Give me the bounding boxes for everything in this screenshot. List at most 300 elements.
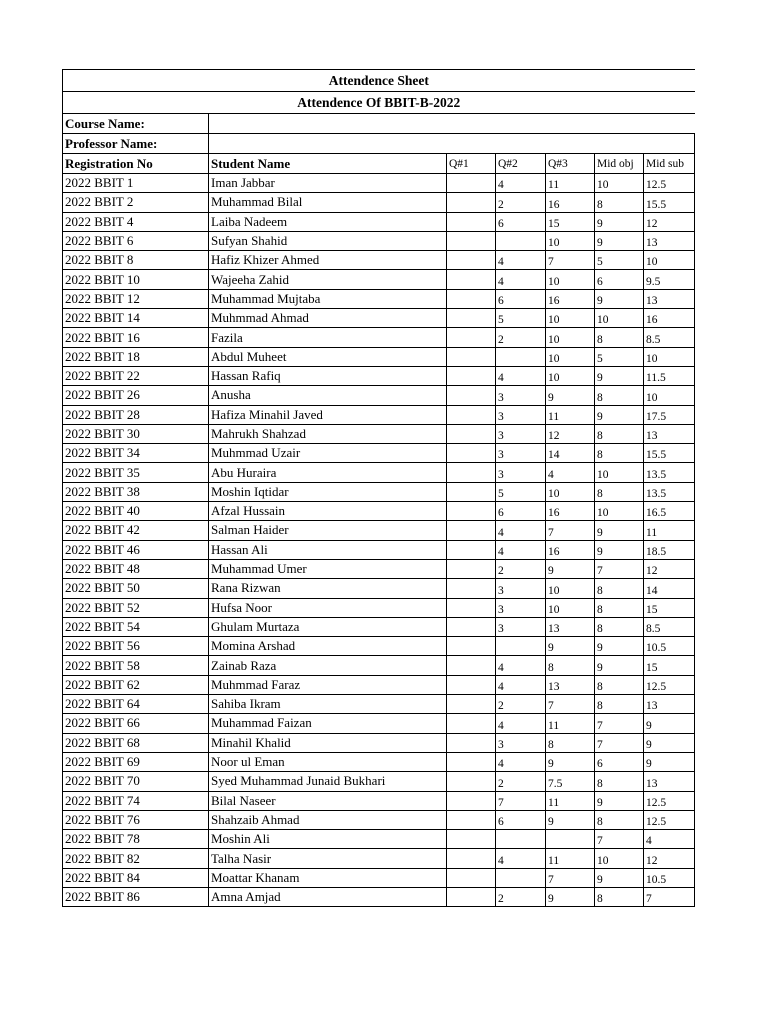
table-row (63, 617, 695, 636)
table-row (63, 444, 695, 463)
mid-obj-cell: 9 (595, 868, 644, 887)
registration-no-cell: 2022 BBIT 50 (63, 579, 209, 598)
sheet-title: Attendence Sheet (63, 70, 695, 92)
registration-no-cell: 2022 BBIT 14 (63, 309, 209, 328)
mid-sub-cell: 10 (644, 251, 695, 270)
mid-sub-cell: 15.5 (644, 193, 695, 212)
q2-cell: 6 (496, 212, 546, 231)
q3-cell: 7 (546, 251, 595, 270)
mid-sub-cell: 9 (644, 733, 695, 752)
mid-obj-cell: 10 (595, 502, 644, 521)
mid-obj-cell: 8 (595, 482, 644, 501)
mid-obj-cell: 10 (595, 174, 644, 193)
mid-obj-cell: 8 (595, 386, 644, 405)
q2-cell: 4 (496, 251, 546, 270)
table-row (63, 347, 695, 366)
mid-sub-cell: 7 (644, 887, 695, 906)
q2-cell: 6 (496, 810, 546, 829)
q3-cell: 10 (546, 366, 595, 385)
student-name-cell: Hufsa Noor (209, 598, 447, 617)
q1-cell (447, 714, 496, 733)
table-row (63, 540, 695, 559)
registration-no-cell: 2022 BBIT 76 (63, 810, 209, 829)
q3-cell: 16 (546, 289, 595, 308)
registration-no-cell: 2022 BBIT 16 (63, 328, 209, 347)
registration-no-cell: 2022 BBIT 86 (63, 887, 209, 906)
q2-cell: 3 (496, 444, 546, 463)
mid-obj-cell: 9 (595, 521, 644, 540)
table-row (63, 887, 695, 906)
q1-cell (447, 347, 496, 366)
student-name-cell: Moshin Iqtidar (209, 482, 447, 501)
mid-obj-cell: 7 (595, 714, 644, 733)
q3-cell: 16 (546, 502, 595, 521)
student-name-cell: Muhmmad Faraz (209, 675, 447, 694)
mid-sub-cell: 9.5 (644, 270, 695, 289)
registration-no-cell: 2022 BBIT 46 (63, 540, 209, 559)
table-row (63, 212, 695, 231)
table-row (63, 502, 695, 521)
mid-obj-cell: 9 (595, 231, 644, 250)
registration-no-cell: 2022 BBIT 30 (63, 424, 209, 443)
table-row (63, 289, 695, 308)
mid-sub-cell: 12.5 (644, 810, 695, 829)
q2-cell (496, 868, 546, 887)
q3-cell: 8 (546, 656, 595, 675)
q1-cell (447, 791, 496, 810)
mid-obj-cell: 8 (595, 675, 644, 694)
q1-cell (447, 617, 496, 636)
student-name-cell: Shahzaib Ahmad (209, 810, 447, 829)
mid-sub-cell: 13 (644, 289, 695, 308)
table-row (63, 386, 695, 405)
q1-cell (447, 444, 496, 463)
mid-sub-cell: 18.5 (644, 540, 695, 559)
mid-obj-cell: 8 (595, 617, 644, 636)
mid-obj-cell: 9 (595, 637, 644, 656)
student-name-cell: Rana Rizwan (209, 579, 447, 598)
q3-cell: 10 (546, 328, 595, 347)
q3-cell: 16 (546, 540, 595, 559)
mid-sub-cell: 16 (644, 309, 695, 328)
student-name-cell: Moshin Ali (209, 830, 447, 849)
registration-no-cell: 2022 BBIT 68 (63, 733, 209, 752)
mid-sub-cell: 12.5 (644, 791, 695, 810)
q3-cell: 10 (546, 347, 595, 366)
q3-cell: 11 (546, 714, 595, 733)
student-name-cell: Sahiba Ikram (209, 695, 447, 714)
mid-obj-cell: 7 (595, 559, 644, 578)
registration-no-cell: 2022 BBIT 26 (63, 386, 209, 405)
q1-cell (447, 695, 496, 714)
header-q1: Q#1 (447, 154, 496, 174)
q3-cell: 14 (546, 444, 595, 463)
header-q3: Q#3 (546, 154, 595, 174)
q2-cell (496, 347, 546, 366)
q1-cell (447, 656, 496, 675)
student-name-cell: Minahil Khalid (209, 733, 447, 752)
q3-cell: 9 (546, 559, 595, 578)
q3-cell: 7 (546, 521, 595, 540)
header-mid-sub: Mid sub (644, 154, 695, 174)
table-row (63, 772, 695, 791)
q1-cell (447, 849, 496, 868)
table-row (63, 174, 695, 193)
mid-sub-cell: 10.5 (644, 637, 695, 656)
registration-no-cell: 2022 BBIT 6 (63, 231, 209, 250)
q1-cell (447, 559, 496, 578)
student-name-cell: Afzal Hussain (209, 502, 447, 521)
mid-sub-cell: 13 (644, 424, 695, 443)
q1-cell (447, 424, 496, 443)
q2-cell: 3 (496, 617, 546, 636)
student-name-cell: Muhammad Bilal (209, 193, 447, 212)
q3-cell: 10 (546, 231, 595, 250)
mid-obj-cell: 8 (595, 810, 644, 829)
registration-no-cell: 2022 BBIT 4 (63, 212, 209, 231)
q2-cell: 2 (496, 695, 546, 714)
student-name-cell: Fazila (209, 328, 447, 347)
q2-cell: 3 (496, 579, 546, 598)
registration-no-cell: 2022 BBIT 12 (63, 289, 209, 308)
registration-no-cell: 2022 BBIT 56 (63, 637, 209, 656)
mid-sub-cell: 12 (644, 212, 695, 231)
table-row (63, 559, 695, 578)
registration-no-cell: 2022 BBIT 74 (63, 791, 209, 810)
mid-sub-cell: 14 (644, 579, 695, 598)
mid-sub-cell: 11 (644, 521, 695, 540)
mid-sub-cell: 9 (644, 752, 695, 771)
mid-obj-cell: 7 (595, 830, 644, 849)
mid-sub-cell: 15.5 (644, 444, 695, 463)
registration-no-cell: 2022 BBIT 42 (63, 521, 209, 540)
mid-obj-cell: 9 (595, 791, 644, 810)
mid-obj-cell: 9 (595, 212, 644, 231)
q1-cell (447, 772, 496, 791)
q1-cell (447, 251, 496, 270)
table-row (63, 868, 695, 887)
q1-cell (447, 212, 496, 231)
q2-cell: 2 (496, 772, 546, 791)
mid-sub-cell: 15 (644, 656, 695, 675)
table-row (63, 598, 695, 617)
q1-cell (447, 174, 496, 193)
header-row (63, 154, 695, 174)
q1-cell (447, 752, 496, 771)
q1-cell (447, 810, 496, 829)
q3-cell: 10 (546, 309, 595, 328)
registration-no-cell: 2022 BBIT 78 (63, 830, 209, 849)
q3-cell: 9 (546, 752, 595, 771)
table-row (63, 810, 695, 829)
q1-cell (447, 309, 496, 328)
registration-no-cell: 2022 BBIT 82 (63, 849, 209, 868)
registration-no-cell: 2022 BBIT 69 (63, 752, 209, 771)
q3-cell: 10 (546, 598, 595, 617)
q3-cell: 10 (546, 270, 595, 289)
student-name-cell: Amna Amjad (209, 887, 447, 906)
professor-name-value[interactable] (209, 134, 695, 154)
table-row (63, 579, 695, 598)
student-name-cell: Hafiza Minahil Javed (209, 405, 447, 424)
q3-cell: 11 (546, 174, 595, 193)
registration-no-cell: 2022 BBIT 54 (63, 617, 209, 636)
q3-cell: 11 (546, 405, 595, 424)
table-row (63, 675, 695, 694)
q2-cell: 3 (496, 424, 546, 443)
course-name-label: Course Name: (63, 114, 209, 134)
q1-cell (447, 579, 496, 598)
student-name-cell: Hafiz Khizer Ahmed (209, 251, 447, 270)
q3-cell: 9 (546, 637, 595, 656)
mid-obj-cell: 6 (595, 270, 644, 289)
q1-cell (447, 231, 496, 250)
mid-sub-cell: 13.5 (644, 463, 695, 482)
student-name-cell: Hassan Ali (209, 540, 447, 559)
registration-no-cell: 2022 BBIT 66 (63, 714, 209, 733)
student-name-cell: Iman Jabbar (209, 174, 447, 193)
q3-cell: 8 (546, 733, 595, 752)
mid-sub-cell: 17.5 (644, 405, 695, 424)
q1-cell (447, 868, 496, 887)
mid-sub-cell: 13 (644, 231, 695, 250)
mid-obj-cell: 8 (595, 193, 644, 212)
student-name-cell: Wajeeha Zahid (209, 270, 447, 289)
header-q2: Q#2 (496, 154, 546, 174)
registration-no-cell: 2022 BBIT 35 (63, 463, 209, 482)
table-row (63, 424, 695, 443)
registration-no-cell: 2022 BBIT 22 (63, 366, 209, 385)
student-name-cell: Ghulam Murtaza (209, 617, 447, 636)
table-row (63, 637, 695, 656)
q1-cell (447, 733, 496, 752)
mid-obj-cell: 5 (595, 251, 644, 270)
q1-cell (447, 521, 496, 540)
registration-no-cell: 2022 BBIT 52 (63, 598, 209, 617)
table-row (63, 752, 695, 771)
q2-cell: 6 (496, 289, 546, 308)
mid-sub-cell: 13 (644, 772, 695, 791)
student-name-cell: Moattar Khanam (209, 868, 447, 887)
q2-cell (496, 830, 546, 849)
q1-cell (447, 887, 496, 906)
mid-obj-cell: 10 (595, 849, 644, 868)
student-name-cell: Talha Nasir (209, 849, 447, 868)
table-row (63, 791, 695, 810)
q2-cell: 2 (496, 328, 546, 347)
q3-cell: 9 (546, 810, 595, 829)
student-name-cell: Laiba Nadeem (209, 212, 447, 231)
q1-cell (447, 540, 496, 559)
q2-cell: 4 (496, 656, 546, 675)
registration-no-cell: 2022 BBIT 8 (63, 251, 209, 270)
q1-cell (447, 482, 496, 501)
q2-cell: 4 (496, 714, 546, 733)
q1-cell (447, 830, 496, 849)
registration-no-cell: 2022 BBIT 18 (63, 347, 209, 366)
mid-obj-cell: 8 (595, 424, 644, 443)
mid-sub-cell: 12 (644, 849, 695, 868)
q2-cell: 4 (496, 540, 546, 559)
mid-obj-cell: 6 (595, 752, 644, 771)
q3-cell: 11 (546, 849, 595, 868)
q3-cell: 10 (546, 482, 595, 501)
professor-name-label: Professor Name: (63, 134, 209, 154)
mid-sub-cell: 15 (644, 598, 695, 617)
header-mid-obj: Mid obj (595, 154, 644, 174)
student-name-cell: Muhmmad Ahmad (209, 309, 447, 328)
mid-obj-cell: 8 (595, 695, 644, 714)
mid-obj-cell: 8 (595, 772, 644, 791)
q2-cell: 4 (496, 174, 546, 193)
q3-cell: 7 (546, 868, 595, 887)
student-name-cell: Anusha (209, 386, 447, 405)
mid-sub-cell: 11.5 (644, 366, 695, 385)
registration-no-cell: 2022 BBIT 34 (63, 444, 209, 463)
student-name-cell: Hassan Rafiq (209, 366, 447, 385)
mid-sub-cell: 13.5 (644, 482, 695, 501)
q2-cell: 3 (496, 405, 546, 424)
student-name-cell: Noor ul Eman (209, 752, 447, 771)
student-name-cell: Abdul Muheet (209, 347, 447, 366)
table-row (63, 193, 695, 212)
q1-cell (447, 502, 496, 521)
header-registration-no: Registration No (63, 154, 209, 174)
q2-cell: 4 (496, 366, 546, 385)
registration-no-cell: 2022 BBIT 64 (63, 695, 209, 714)
table-row (63, 231, 695, 250)
q3-cell: 7.5 (546, 772, 595, 791)
q1-cell (447, 463, 496, 482)
student-name-cell: Abu Huraira (209, 463, 447, 482)
table-row (63, 251, 695, 270)
q1-cell (447, 289, 496, 308)
q2-cell: 3 (496, 733, 546, 752)
mid-obj-cell: 5 (595, 347, 644, 366)
table-row (63, 733, 695, 752)
table-row (63, 656, 695, 675)
q3-cell: 16 (546, 193, 595, 212)
q2-cell: 3 (496, 463, 546, 482)
attendance-table (62, 69, 695, 907)
table-row (63, 463, 695, 482)
q2-cell: 2 (496, 559, 546, 578)
mid-obj-cell: 8 (595, 444, 644, 463)
table-row (63, 830, 695, 849)
student-name-cell: Muhammad Faizan (209, 714, 447, 733)
mid-obj-cell: 10 (595, 309, 644, 328)
mid-sub-cell: 13 (644, 695, 695, 714)
q1-cell (447, 193, 496, 212)
course-name-value[interactable] (209, 114, 695, 134)
mid-obj-cell: 10 (595, 463, 644, 482)
q3-cell (546, 830, 595, 849)
q2-cell: 6 (496, 502, 546, 521)
q2-cell: 5 (496, 482, 546, 501)
q2-cell: 4 (496, 675, 546, 694)
mid-sub-cell: 8.5 (644, 617, 695, 636)
table-row (63, 270, 695, 289)
q2-cell: 3 (496, 598, 546, 617)
q2-cell: 3 (496, 386, 546, 405)
q2-cell (496, 637, 546, 656)
mid-obj-cell: 8 (595, 887, 644, 906)
student-name-cell: Momina Arshad (209, 637, 447, 656)
q1-cell (447, 637, 496, 656)
mid-sub-cell: 12.5 (644, 675, 695, 694)
student-name-cell: Muhmmad Uzair (209, 444, 447, 463)
q3-cell: 9 (546, 887, 595, 906)
q1-cell (447, 366, 496, 385)
q2-cell: 2 (496, 887, 546, 906)
student-name-cell: Sufyan Shahid (209, 231, 447, 250)
q3-cell: 9 (546, 386, 595, 405)
table-row (63, 521, 695, 540)
registration-no-cell: 2022 BBIT 58 (63, 656, 209, 675)
registration-no-cell: 2022 BBIT 38 (63, 482, 209, 501)
mid-sub-cell: 4 (644, 830, 695, 849)
mid-sub-cell: 12.5 (644, 174, 695, 193)
mid-obj-cell: 8 (595, 579, 644, 598)
q3-cell: 4 (546, 463, 595, 482)
registration-no-cell: 2022 BBIT 2 (63, 193, 209, 212)
q2-cell: 4 (496, 752, 546, 771)
q3-cell: 15 (546, 212, 595, 231)
sheet-subtitle: Attendence Of BBIT-B-2022 (63, 92, 695, 114)
student-name-cell: Zainab Raza (209, 656, 447, 675)
student-name-cell: Salman Haider (209, 521, 447, 540)
mid-obj-cell: 9 (595, 656, 644, 675)
table-row (63, 849, 695, 868)
table-row (63, 482, 695, 501)
q3-cell: 7 (546, 695, 595, 714)
table-row (63, 366, 695, 385)
q1-cell (447, 386, 496, 405)
registration-no-cell: 2022 BBIT 48 (63, 559, 209, 578)
q3-cell: 12 (546, 424, 595, 443)
q3-cell: 11 (546, 791, 595, 810)
mid-sub-cell: 16.5 (644, 502, 695, 521)
registration-no-cell: 2022 BBIT 62 (63, 675, 209, 694)
table-row (63, 714, 695, 733)
q1-cell (447, 328, 496, 347)
registration-no-cell: 2022 BBIT 1 (63, 174, 209, 193)
table-row (63, 328, 695, 347)
mid-sub-cell: 10 (644, 386, 695, 405)
mid-obj-cell: 8 (595, 598, 644, 617)
table-row (63, 695, 695, 714)
student-name-cell: Mahrukh Shahzad (209, 424, 447, 443)
q2-cell (496, 231, 546, 250)
q2-cell: 4 (496, 521, 546, 540)
registration-no-cell: 2022 BBIT 70 (63, 772, 209, 791)
registration-no-cell: 2022 BBIT 84 (63, 868, 209, 887)
mid-sub-cell: 10 (644, 347, 695, 366)
registration-no-cell: 2022 BBIT 10 (63, 270, 209, 289)
table-row (63, 309, 695, 328)
student-name-cell: Muhammad Umer (209, 559, 447, 578)
table-row (63, 405, 695, 424)
mid-obj-cell: 7 (595, 733, 644, 752)
student-name-cell: Bilal Naseer (209, 791, 447, 810)
mid-sub-cell: 10.5 (644, 868, 695, 887)
q2-cell: 5 (496, 309, 546, 328)
header-student-name: Student Name (209, 154, 447, 174)
q1-cell (447, 675, 496, 694)
q2-cell: 7 (496, 791, 546, 810)
q1-cell (447, 270, 496, 289)
q3-cell: 10 (546, 579, 595, 598)
